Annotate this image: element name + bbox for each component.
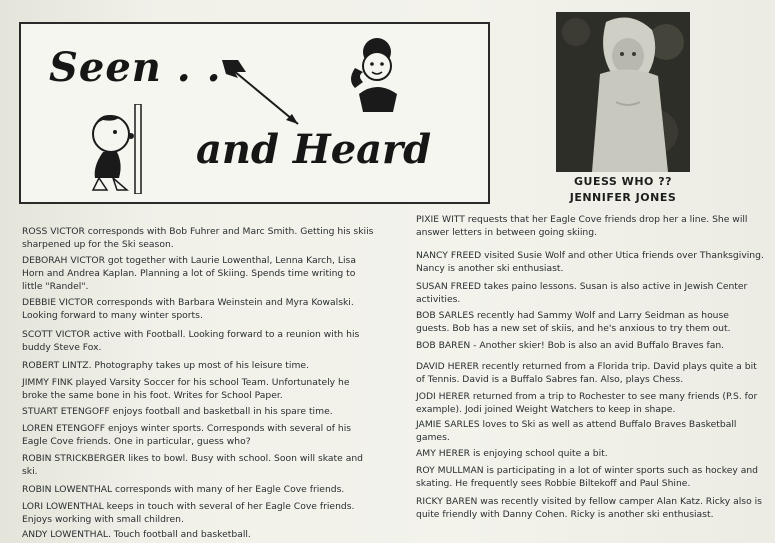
news-item: NANCY FREED visited Susie Wolf and other Utica friends over Thanksgiving. Nancy is another ski enthusiast. [416, 250, 764, 274]
news-item: BOB BAREN - Another skier! Bob is also an avid Buffalo Braves fan. [416, 340, 725, 351]
baby-photo [556, 12, 690, 172]
news-item: ROBIN LOWENTHAL corresponds with many of her Eagle Cove friends. [22, 484, 345, 495]
news-item: DAVID HERER recently returned from a Florida trip. David plays quite a bit of Tennis. David is a Buffalo Sabres fan. Also, plays Chess. [416, 361, 757, 385]
arrow-icon [216, 52, 316, 132]
banner-title-seen: Seen . . [49, 44, 222, 91]
news-item: AMY HERER is enjoying school quite a bit. [416, 448, 608, 459]
news-item: RICKY BAREN was recently visited by fellow camper Alan Katz. Ricky also is quite friendly with Danny Cohen. Ricky is another ski enthusiast. [416, 496, 762, 520]
news-item: ROBIN STRICKBERGER likes to bowl. Busy with school. Soon will skate and ski. [22, 453, 364, 477]
seen-and-heard-banner [19, 22, 490, 204]
news-item: ROSS VICTOR corresponds with Bob Fuhrer and Marc Smith. Getting his skiis sharpened up for the Ski season. [22, 226, 374, 250]
news-item: JAMIE SARLES loves to Ski as well as attend Buffalo Braves Basketball games. [416, 419, 737, 443]
baby-photo-image [556, 12, 690, 172]
news-item: ANDY LOWENTHAL. Touch football and basketball. [22, 529, 251, 540]
news-item: SUSAN FREED takes paino lessons. Susan is also active in Jewish Center activities. [416, 281, 748, 305]
news-item: DEBORAH VICTOR got together with Laurie Lowenthal, Lenna Karch, Lisa Horn and Andrea Kaplan. Planning a lot of Skiing. Spends time writing to little "Randel". [22, 255, 356, 292]
girl-on-phone-icon [341, 34, 411, 114]
photo-caption-name: JENNIFER JONES [569, 191, 677, 204]
news-item: LOREN ETENGOFF enjoys winter sports. Corresponds with several of his Eagle Cove friends. One in particular, guess who? [22, 423, 352, 447]
news-item: PIXIE WITT requests that her Eagle Cove friends drop her a line. She will answer letters in between going skiing. [416, 214, 748, 238]
news-item: JODI HERER returned from a trip to Rochester to see many friends (P.S. for example). Jodi joined Weight Watchers to keep in shape. [416, 391, 758, 415]
banner-title-heard: and Heard [196, 126, 432, 173]
news-item: JIMMY FINK played Varsity Soccer for his school Team. Unfortunately he broke the same bone in his foot. Writes for School Paper. [22, 377, 350, 401]
news-item: ROBERT LINTZ. Photography takes up most of his leisure time. [22, 360, 309, 371]
news-item: DEBBIE VICTOR corresponds with Barbara Weinstein and Myra Kowalski. Looking forward to many winter sports. [22, 297, 354, 321]
news-item: LORI LOWENTHAL keeps in touch with several of her Eagle Cove friends. Enjoys working with small children. [22, 501, 355, 525]
news-item: ROY MULLMAN is participating in a lot of winter sports such as hockey and skating. He frequently sees Robbie Biltekoff and Paul Shine. [416, 465, 758, 489]
photo-caption-guess-who: GUESS WHO ?? [574, 175, 672, 188]
news-item: BOB SARLES recently had Sammy Wolf and Larry Seidman as house guests. Bob has a new set of skiis, and he's anxious to try them out. [416, 310, 731, 334]
eavesdropping-boy-icon [73, 104, 163, 194]
news-item: STUART ETENGOFF enjoys football and basketball in his spare time. [22, 406, 333, 417]
news-item: SCOTT VICTOR active with Football. Looking forward to a reunion with his buddy Steve Fox. [22, 329, 360, 353]
